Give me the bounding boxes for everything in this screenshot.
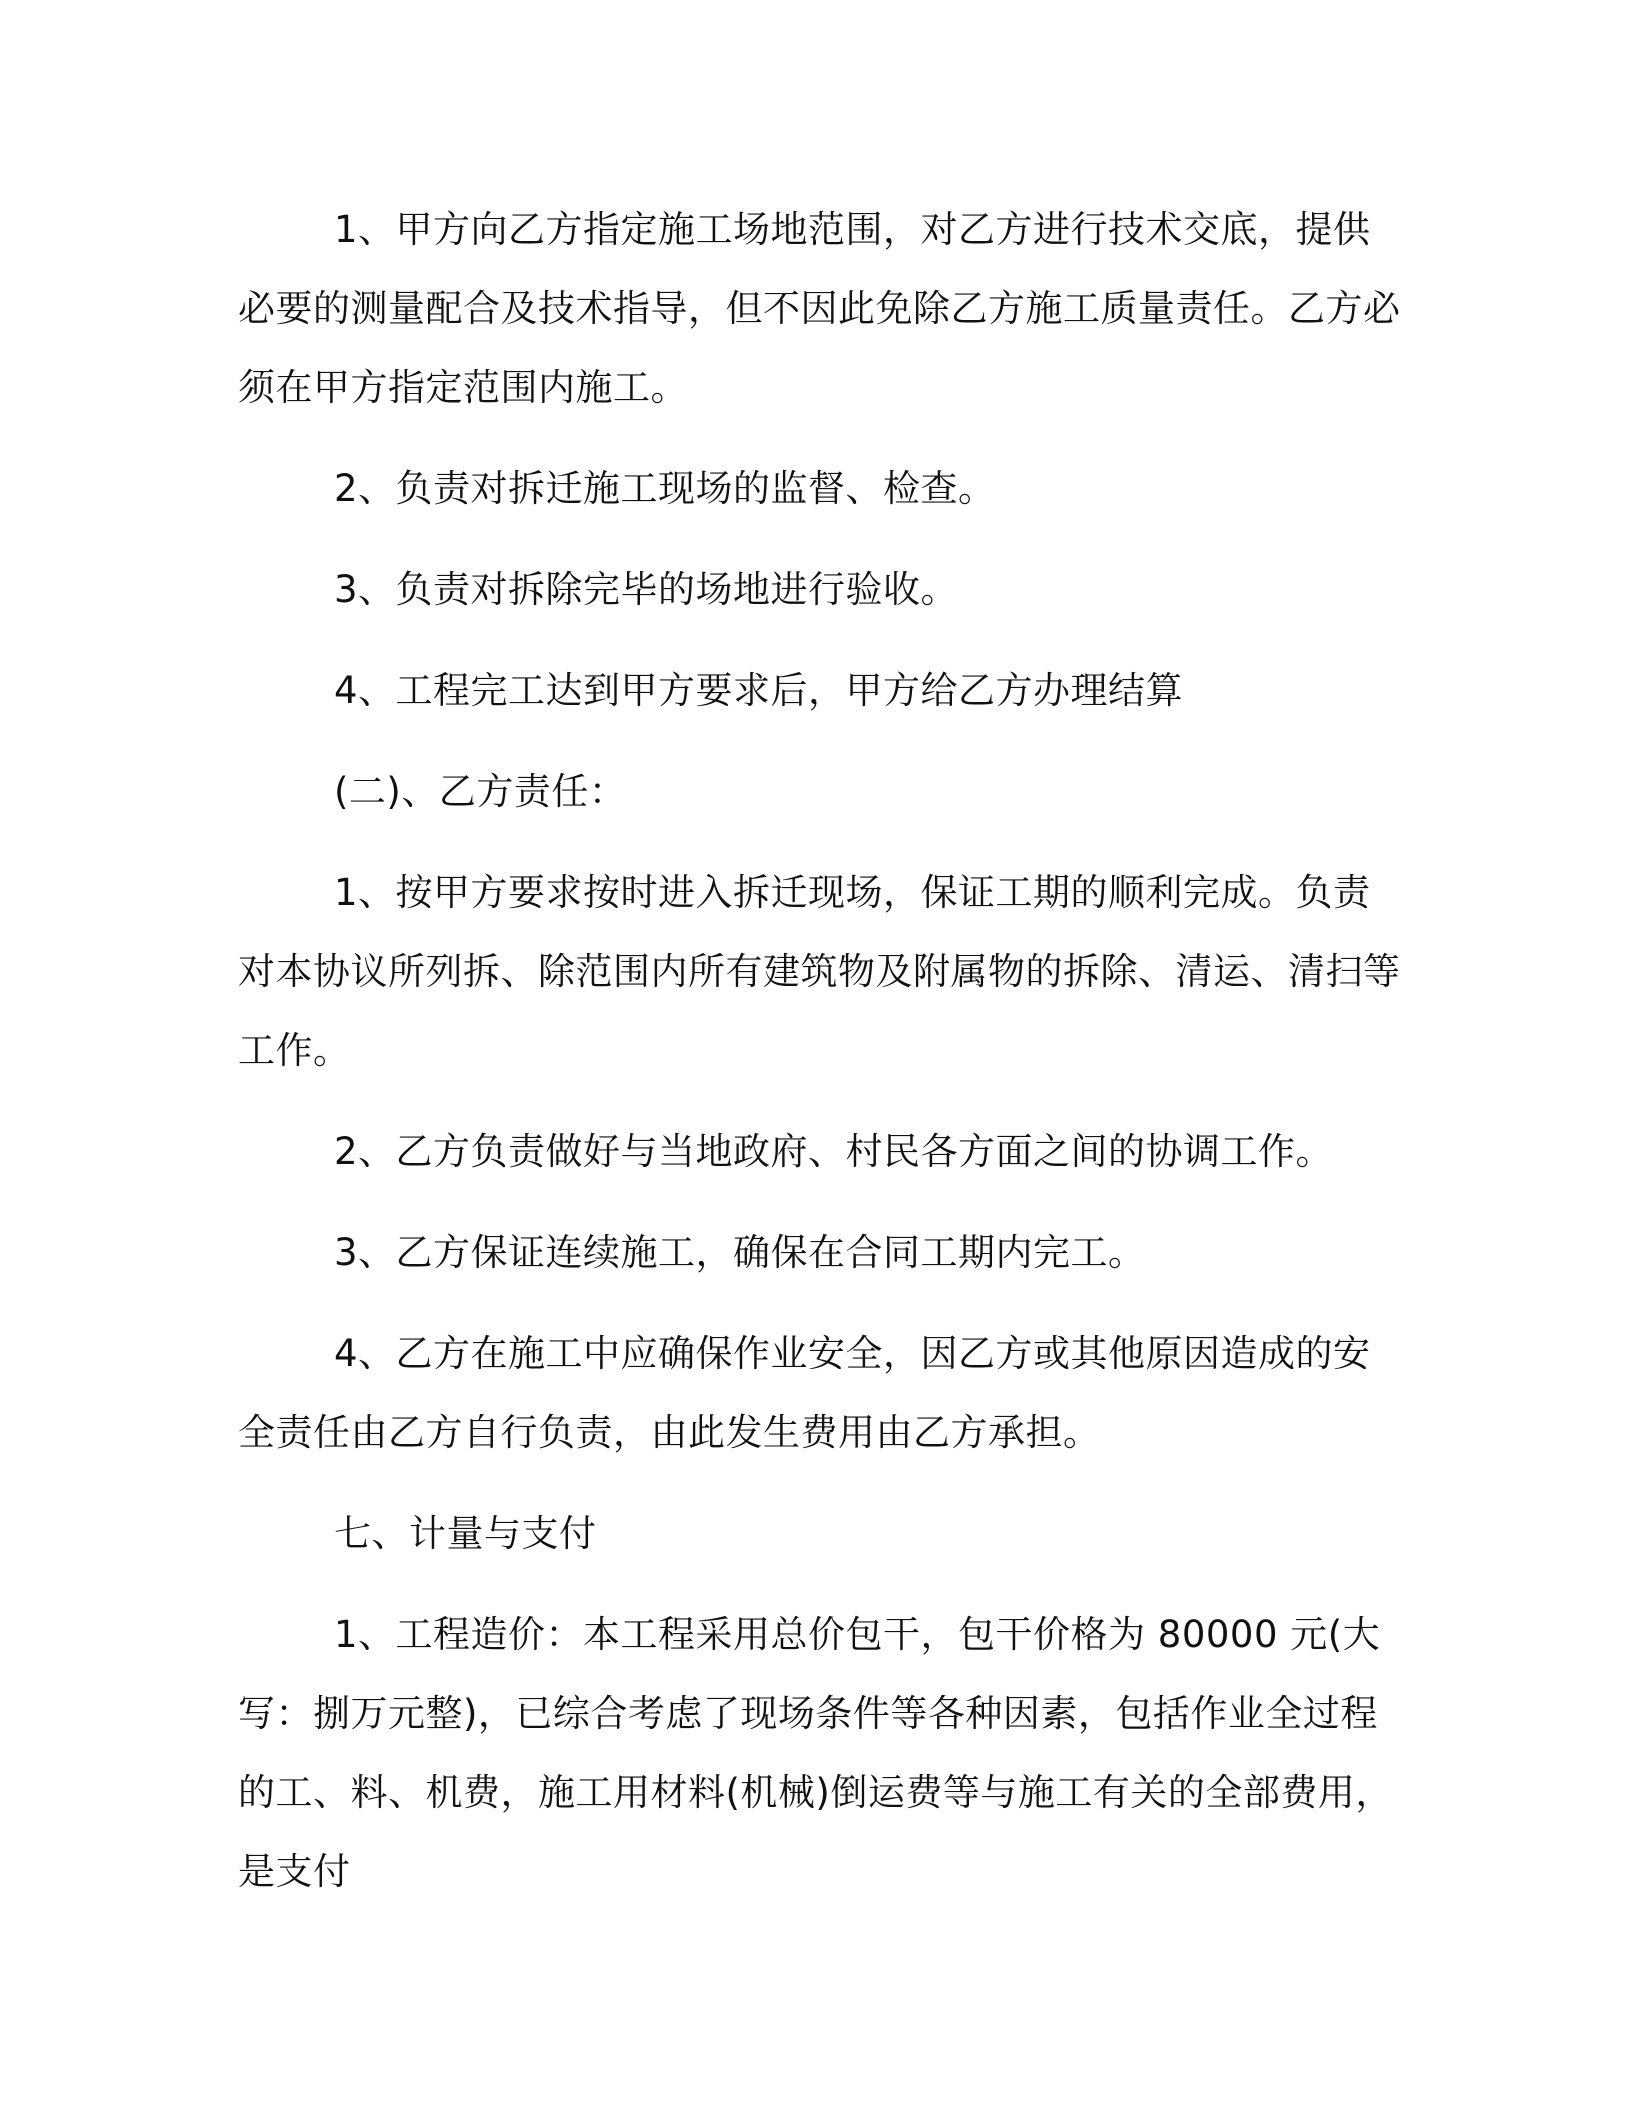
paragraph-party-a-duty-4: 4、工程完工达到甲方要求后，甲方给乙方办理结算 bbox=[334, 669, 1184, 712]
paragraph-party-a-duty-1: 1、甲方向乙方指定施工场地范围，对乙方进行技术交底，提供必要的测量配合及技术指导，但不因此免除乙方施工质量责任。乙方必须在甲方指定范围内施工。 bbox=[238, 208, 1401, 409]
section-heading-party-b: (二)、乙方责任： bbox=[334, 770, 627, 813]
paragraph-party-b-duty-4: 4、乙方在施工中应确保作业安全，因乙方或其他原因造成的安全责任由乙方自行负责，由此发生费用由乙方承担。 bbox=[238, 1332, 1371, 1454]
document-body bbox=[238, 190, 1408, 1933]
paragraph-party-b-duty-1: 1、按甲方要求按时进入拆迁现场，保证工期的顺利完成。负责对本协议所列拆、除范围内所有建筑物及附属物的拆除、清运、清扫等工作。 bbox=[238, 871, 1401, 1072]
paragraph-project-cost: 1、工程造价：本工程采用总价包干，包干价格为 80000 元(大写：捌万元整)，已综合考虑了现场条件等各种因素，包括作业全过程的工、料、机费，施工用材料(机械)倒运费等与施工有关的全部费用，是支付 bbox=[238, 1613, 1393, 1893]
paragraph-party-b-duty-2: 2、乙方负责做好与当地政府、村民各方面之间的协调工作。 bbox=[334, 1130, 1334, 1173]
section-heading-measurement-payment: 七、计量与支付 bbox=[334, 1512, 597, 1555]
paragraph-party-a-duty-3: 3、负责对拆除完毕的场地进行验收。 bbox=[334, 568, 959, 611]
paragraph-party-b-duty-3: 3、乙方保证连续施工，确保在合同工期内完工。 bbox=[334, 1231, 1146, 1274]
paragraph-party-a-duty-2: 2、负责对拆迁施工现场的监督、检查。 bbox=[334, 467, 996, 510]
